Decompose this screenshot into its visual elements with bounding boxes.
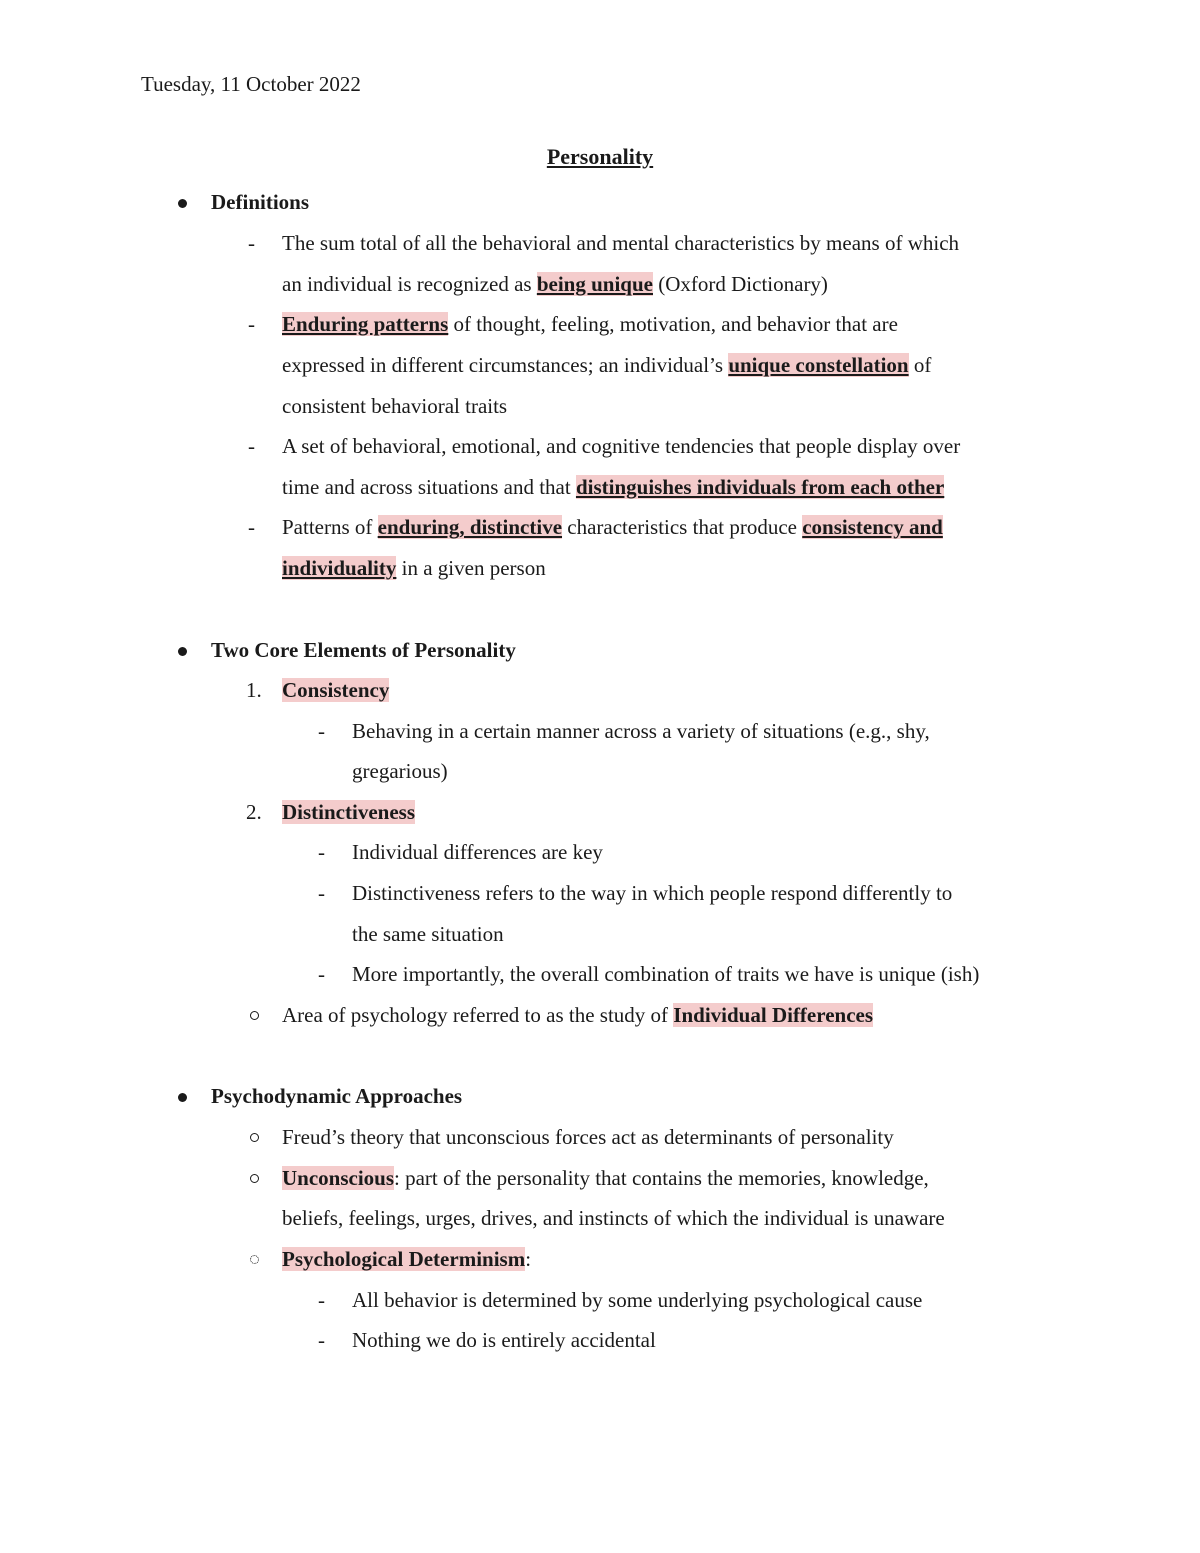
definition-4-line-1: Patterns of enduring, distinctive characteristics that produce consistency and	[282, 515, 943, 539]
psychological-determinism-line: Psychological Determinism:	[282, 1247, 532, 1271]
consistency-detail-line-1: Behaving in a certain manner across a variety of situations (e.g., shy,	[352, 719, 930, 743]
definition-2-line-2: expressed in different circumstances; an individual’s unique constellation of	[282, 353, 932, 377]
freud-theory-line: Freud’s theory that unconscious forces act as determinants of personality	[282, 1125, 894, 1149]
determinism-detail-1: All behavior is determined by some underlying psychological cause	[352, 1288, 923, 1312]
bullet-icon	[178, 1093, 187, 1102]
unconscious-line-2: beliefs, feelings, urges, drives, and instincts of which the individual is unaware	[282, 1206, 945, 1230]
highlight-unconscious: Unconscious	[282, 1166, 395, 1190]
hollow-bullet-icon	[250, 1174, 259, 1183]
dash-marker: -	[248, 434, 255, 458]
distinctiveness-detail-2-line-2: the same situation	[352, 922, 504, 946]
dash-marker: -	[248, 515, 255, 539]
hollow-bullet-icon	[250, 1133, 259, 1142]
dash-marker: -	[318, 1288, 325, 1312]
section-heading-core-elements: Two Core Elements of Personality	[211, 638, 516, 662]
individual-differences-line: Area of psychology referred to as the study of Individual Differences	[282, 1003, 874, 1027]
definition-2-line-3: consistent behavioral traits	[282, 394, 508, 418]
document-date: Tuesday, 11 October 2022	[141, 72, 361, 96]
unconscious-line-1: Unconscious: part of the personality that contains the memories, knowledge,	[282, 1166, 929, 1190]
list-number: 2.	[246, 800, 262, 824]
highlight-individual-differences: Individual Differences	[673, 1003, 874, 1027]
distinctiveness-detail-2-line-1: Distinctiveness refers to the way in which people respond differently to	[352, 881, 953, 905]
dash-marker: -	[318, 881, 325, 905]
dash-marker: -	[318, 840, 325, 864]
highlight-consistency-and: consistency and	[802, 515, 943, 539]
hollow-bullet-icon	[250, 1255, 259, 1264]
highlight-psychological-determinism: Psychological Determinism	[282, 1247, 526, 1271]
section-heading-definitions: Definitions	[211, 190, 310, 214]
distinctiveness-detail-3: More importantly, the overall combination of traits we have is unique (ish)	[352, 962, 980, 986]
highlight-enduring-patterns: Enduring patterns	[282, 312, 449, 336]
highlight-unique-constellation: unique constellation	[728, 353, 909, 377]
document-title: Personality	[546, 144, 654, 169]
highlight-enduring-distinctive: enduring, distinctive	[377, 515, 563, 539]
dash-marker: -	[248, 231, 255, 255]
section-heading-psychodynamic: Psychodynamic Approaches	[211, 1084, 463, 1108]
bullet-icon	[178, 647, 187, 656]
consistency-detail-line-2: gregarious)	[352, 759, 448, 783]
determinism-detail-2: Nothing we do is entirely accidental	[352, 1328, 656, 1352]
definition-3-line-2: time and across situations and that distinguishes individuals from each other	[282, 475, 945, 499]
definition-4-line-2: individuality in a given person	[282, 556, 546, 580]
definition-3-line-1: A set of behavioral, emotional, and cognitive tendencies that people display over	[282, 434, 961, 458]
highlight-distinguishes: distinguishes individuals from each other	[575, 475, 945, 499]
definition-2-line-1: Enduring patterns of thought, feeling, motivation, and behavior that are	[282, 312, 898, 336]
definition-1-line-1: The sum total of all the behavioral and mental characteristics by means of which	[282, 231, 960, 255]
highlight-individuality: individuality	[282, 556, 397, 580]
item-consistency: Consistency	[282, 678, 390, 702]
distinctiveness-detail-1: Individual differences are key	[352, 840, 603, 864]
dash-marker: -	[318, 1328, 325, 1352]
dash-marker: -	[318, 719, 325, 743]
dash-marker: -	[318, 962, 325, 986]
definition-1-line-2: an individual is recognized as being unique (Oxford Dictionary)	[282, 272, 828, 296]
dash-marker: -	[248, 312, 255, 336]
list-number: 1.	[246, 678, 262, 702]
item-distinctiveness: Distinctiveness	[282, 800, 415, 824]
highlight-being-unique: being unique	[536, 272, 653, 296]
bullet-icon	[178, 199, 187, 208]
hollow-bullet-icon	[250, 1011, 259, 1020]
